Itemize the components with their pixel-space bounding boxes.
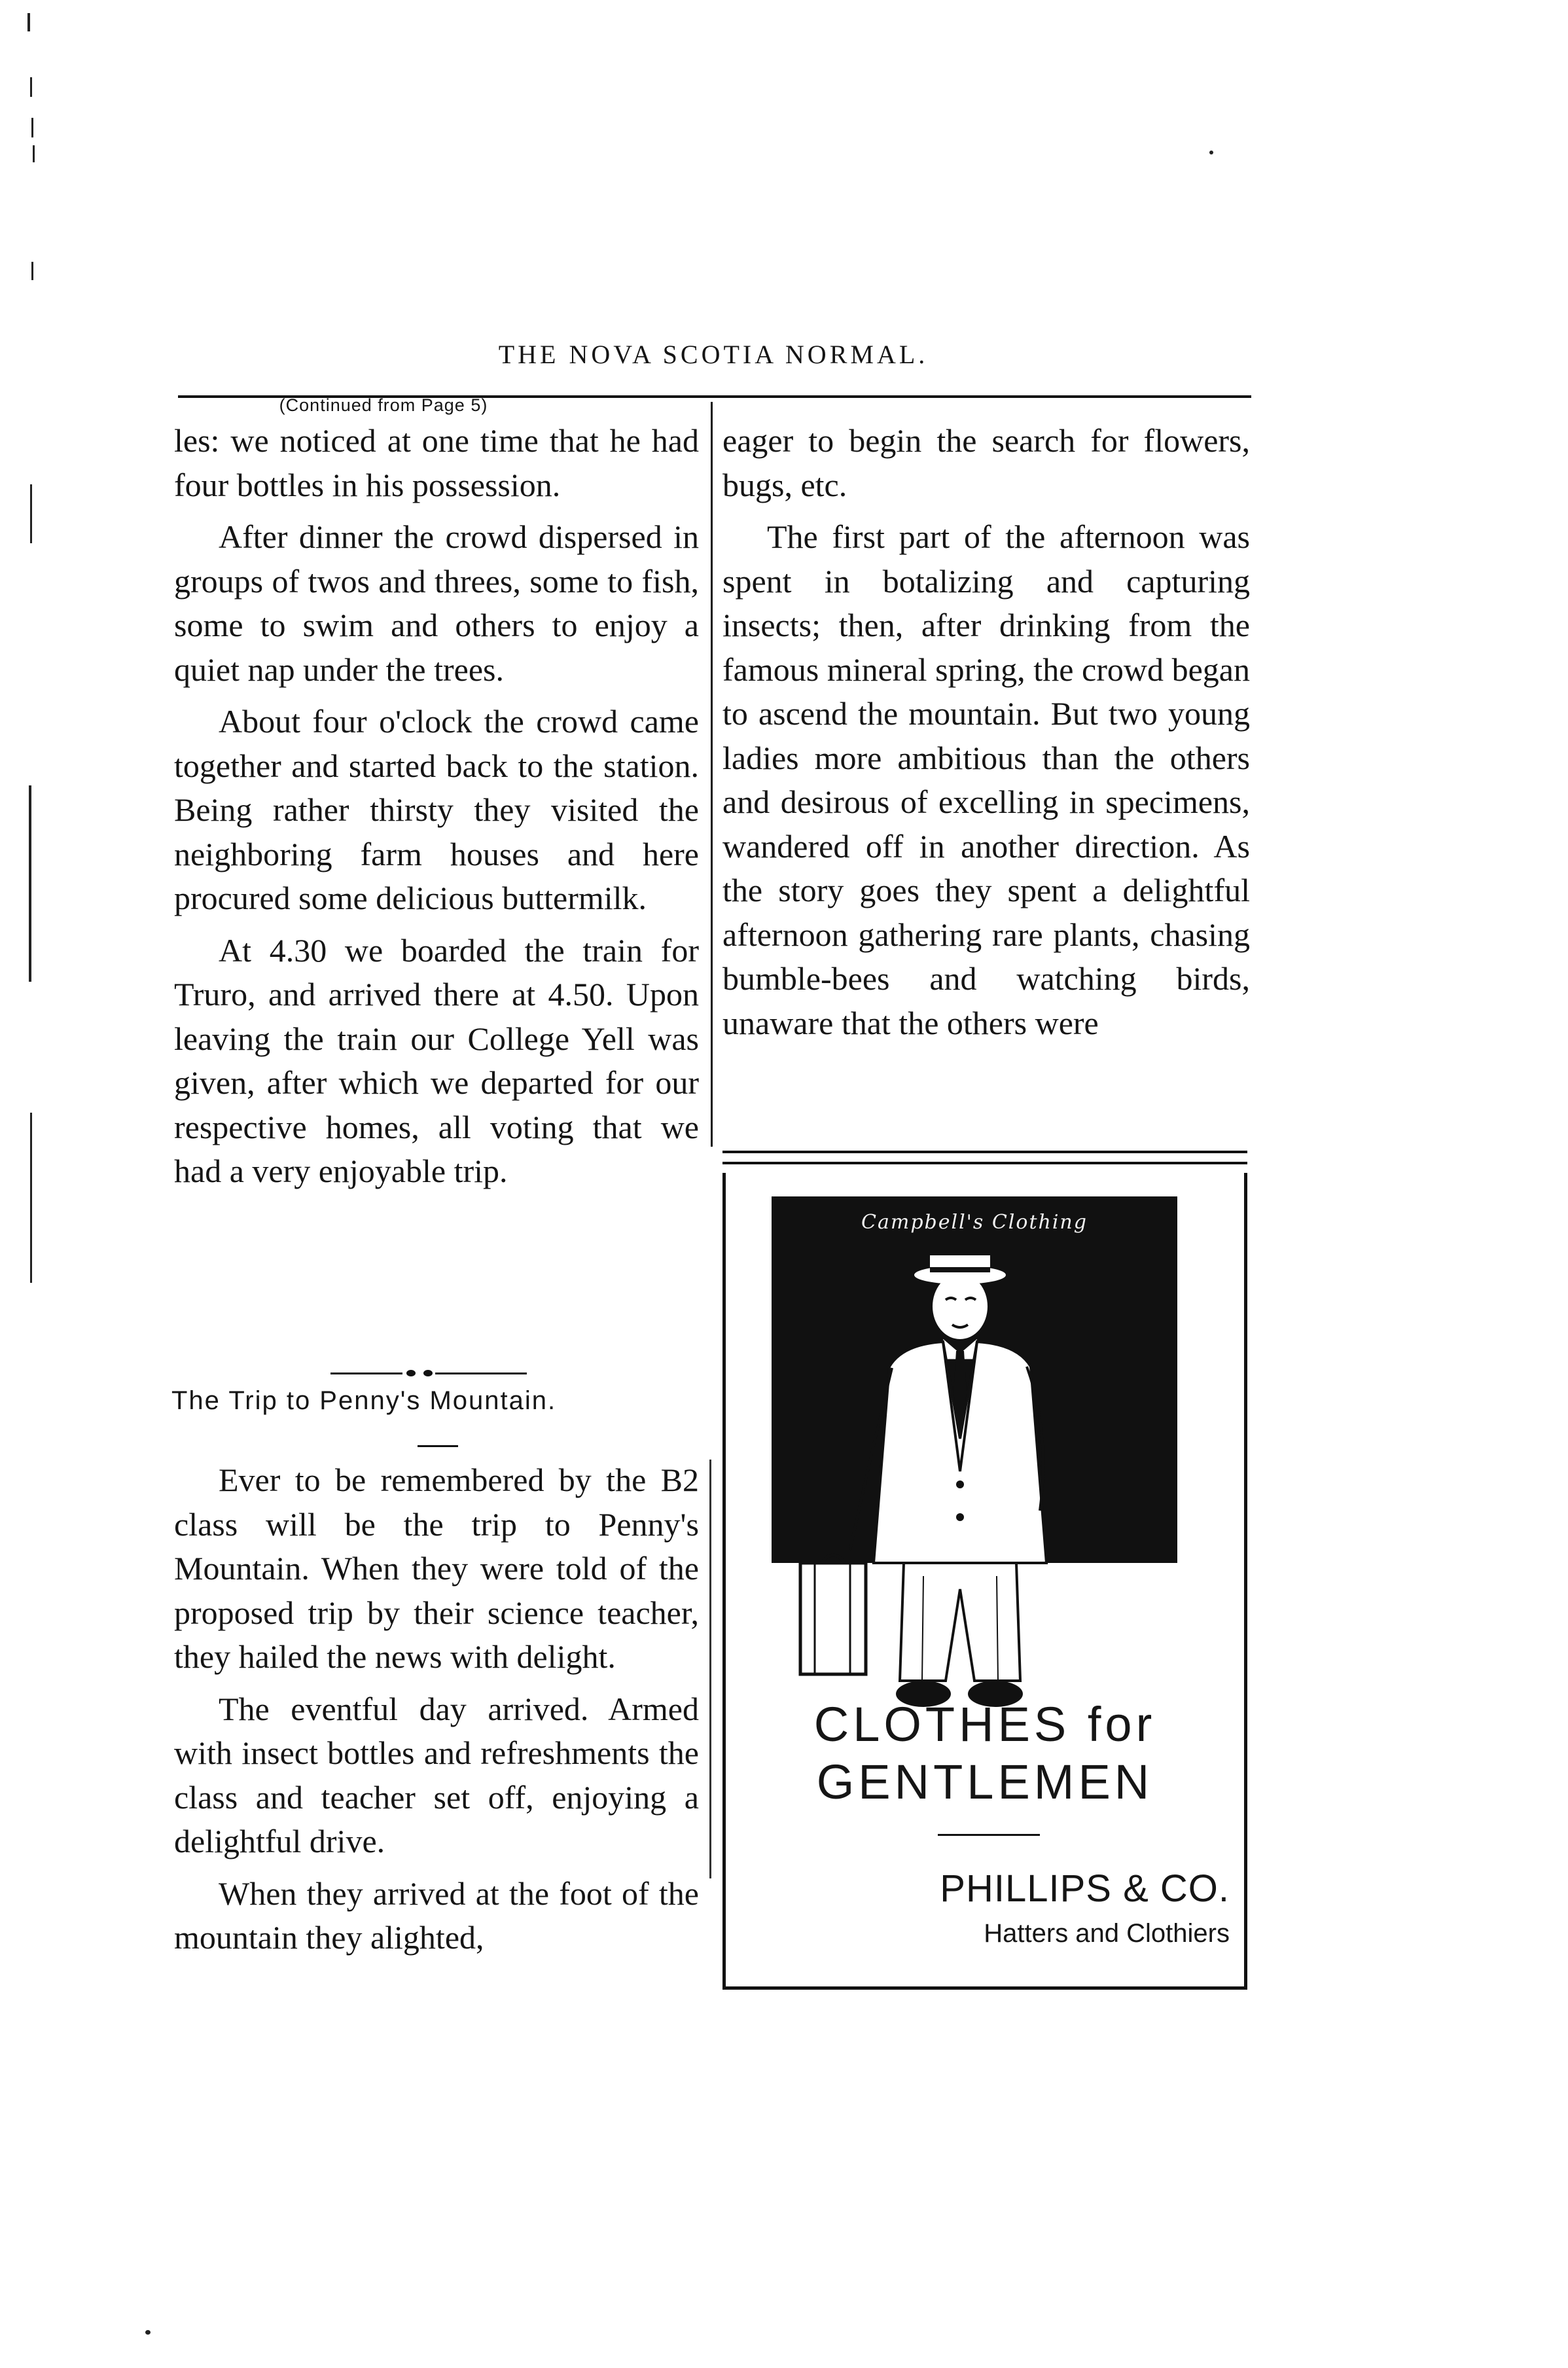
scan-speck [30,484,32,543]
ad-headline: CLOTHES for [813,1697,1156,1751]
left-column-top [174,419,699,1194]
paragraph: eager to begin the search for flowers, bugs, etc. [722,422,1250,503]
heading-rule [418,1445,458,1447]
running-head: THE NOVA SCOTIA NORMAL. [498,340,929,369]
gentleman-illustration [752,1196,1197,1720]
scan-speck [30,1113,32,1283]
scan-speck [145,2330,151,2335]
paragraph: les: we noticed at one time that he had four bottles in his possession. [174,422,699,503]
column-divider [711,402,713,1147]
ad-rule [722,1162,1247,1164]
scan-speck [31,262,33,280]
scan-speck [30,77,32,97]
ad-headline: GENTLEMEN [816,1755,1154,1809]
paragraph: The eventful day arrived. Armed with insect bottles and refreshments the class and teacher set off, enjoying a delightful drive. [174,1690,699,1859]
continued-note: (Continued from Page 5) [279,395,488,415]
illustration-signature: Campbell's Clothing [861,1211,1088,1234]
right-column [722,419,1250,1045]
ad-divider [938,1834,1040,1836]
ad-rule [722,1151,1247,1153]
paragraph: The first part of the afternoon was spent in botalizing and capturing insects; then, after drinking from the famous mineral spring, the crowd began to ascend the mountain. But two young ladies more ambitious than the others and desirous of excelling in specimens, wandered off in another direction. As the story goes they spent a delightful afternoon gathering rare plants, chasing bumble-bees and watching birds, unaware that the others were [722,518,1250,1041]
ad-firm-name: PHILLIPS & CO. [940,1867,1230,1910]
column-divider [709,1460,711,1878]
scan-speck [31,118,33,137]
paragraph: After dinner the crowd dispersed in groups of twos and threes, some to fish, some to swim and others to enjoy a quiet nap under the trees. [174,518,699,688]
scan-speck [27,13,30,31]
scan-speck [33,145,35,162]
paragraph: At 4.30 we boarded the train for Truro, and arrived there at 4.50. Upon leaving the train our College Yell was given, after which we departed for our respective homes, all voting that we had a very enjoyable trip. [174,931,699,1189]
scan-speck [29,785,31,982]
paragraph: About four o'clock the crowd came together and started back to the station. Being rather thirsty they visited the neighboring farm houses and here procured some delicious buttermilk. [174,703,699,916]
left-column-bottom [174,1458,699,1960]
clothing-advertisement [722,1173,1247,1990]
paragraph: When they arrived at the foot of the mountain they alighted, [174,1875,699,1956]
ad-trade: Hatters and Clothiers [984,1919,1230,1948]
section-ornament [330,1370,527,1376]
paragraph: Ever to be remembered by the B2 class will be the trip to Penny's Mountain. When they were told of the proposed trip by their science teacher, they hailed the news with delight. [174,1462,699,1675]
section-heading: The Trip to Penny's Mountain. [171,1386,557,1415]
scan-speck [1209,151,1213,154]
